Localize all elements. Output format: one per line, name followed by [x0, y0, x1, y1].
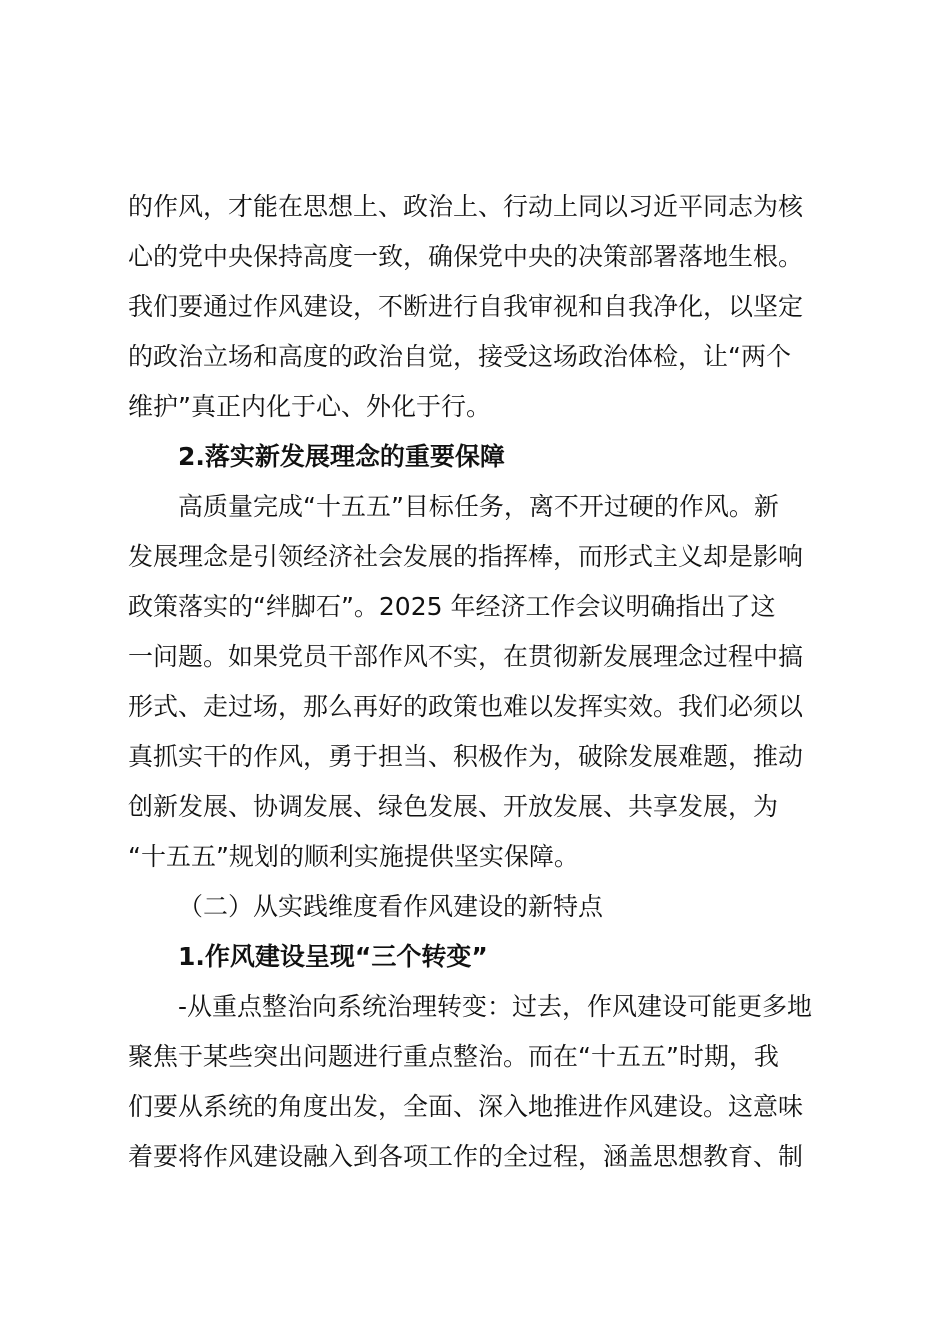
paragraph [128, 182, 838, 432]
subsection-heading [128, 882, 838, 932]
text-line: （二）从实践维度看作风建设的新特点 [178, 892, 604, 921]
text-line: 一问题。如果党员干部作风不实，在贯彻新发展理念过程中搞 [128, 642, 804, 671]
paragraph [128, 982, 838, 1182]
text-line: 们要从系统的角度出发，全面、深入地推进作风建设。这意味 [128, 1092, 804, 1121]
text-line: 的作风，才能在思想上、政治上、行动上同以习近平同志为核 [128, 192, 804, 221]
text-line: 真抓实干的作风，勇于担当、积极作为，破除发展难题，推动 [128, 742, 804, 771]
paragraph [128, 482, 838, 882]
text-line: 形式、走过场，那么再好的政策也难以发挥实效。我们必须以 [128, 692, 804, 721]
section-heading [128, 432, 838, 482]
text-line: “十五五”规划的顺利实施提供坚实保障。 [128, 842, 579, 871]
text-line: 心的党中央保持高度一致，确保党中央的决策部署落地生根。 [128, 242, 804, 271]
text-line: 的政治立场和高度的政治自觉，接受这场政治体检，让“两个 [128, 342, 791, 371]
text-line: 聚焦于某些突出问题进行重点整治。而在“十五五”时期，我 [128, 1042, 779, 1071]
text-line: 创新发展、协调发展、绿色发展、开放发展、共享发展，为 [128, 792, 779, 821]
text-line: 我们要通过作风建设，不断进行自我审视和自我净化，以坚定 [128, 292, 804, 321]
text-line: 1.作风建设呈现“三个转变” [178, 942, 488, 971]
text-line: 着要将作风建设融入到各项工作的全过程，涵盖思想教育、制 [128, 1142, 804, 1171]
document-page [128, 182, 838, 1182]
text-line: 发展理念是引领经济社会发展的指挥棒，而形式主义却是影响 [128, 542, 804, 571]
text-line: 政策落实的“绊脚石”。2025 年经济工作会议明确指出了这 [128, 592, 776, 621]
text-line: 高质量完成“十五五”目标任务，离不开过硬的作风。新 [178, 492, 779, 521]
text-line: -从重点整治向系统治理转变：过去，作风建设可能更多地 [178, 992, 813, 1021]
text-line: 维护”真正内化于心、外化于行。 [128, 392, 491, 421]
text-line: 2.落实新发展理念的重要保障 [178, 442, 505, 471]
section-heading [128, 932, 838, 982]
